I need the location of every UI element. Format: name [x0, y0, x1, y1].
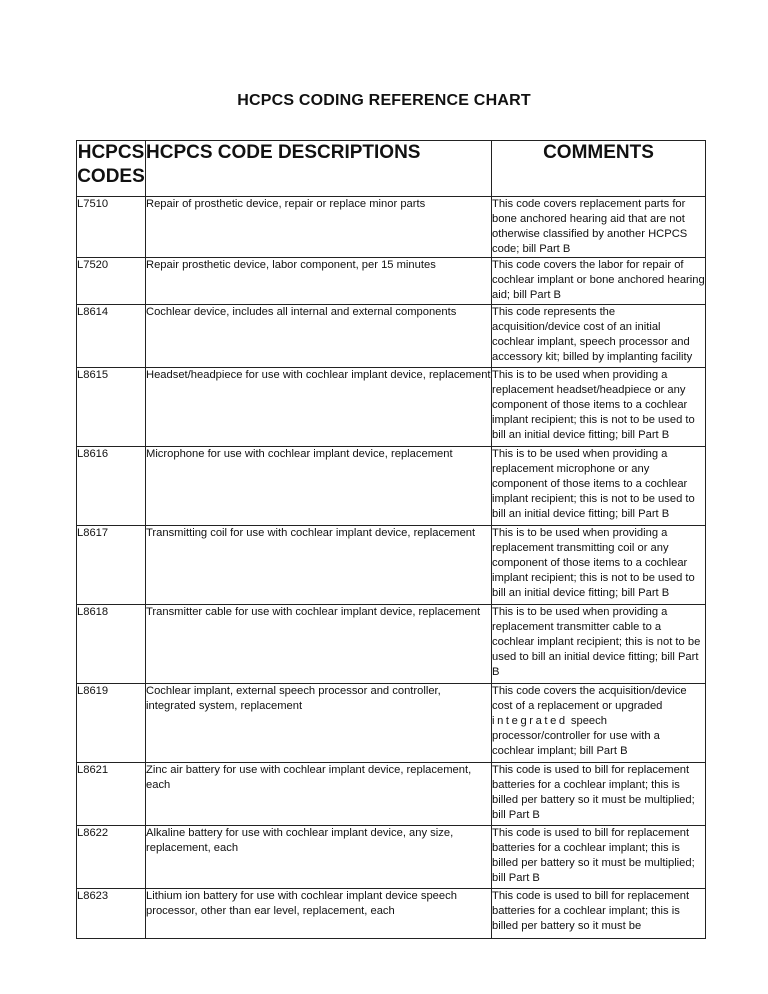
row-description: Cochlear device, includes all internal and external components — [146, 305, 492, 368]
row-code: L8622 — [77, 826, 146, 889]
row-code: L7520 — [77, 258, 146, 305]
row-description: Lithium ion battery for use with cochlear implant device speech processor, other than ear level, replacement, each — [146, 889, 492, 939]
row-comment: This is to be used when providing a replacement headset/headpiece or any component of those items to a cochlear implant recipient; this is not to be used to bill an initial device fitting; bill Part B — [492, 368, 706, 447]
row-comment: This is to be used when providing a replacement transmitting coil or any component of those items to a cochlear implant recipient; this is not to be used to bill an initial device fitting; bill Part B — [492, 526, 706, 605]
row-code: L8616 — [77, 447, 146, 526]
table-row — [77, 305, 706, 368]
row-comment: This code covers replacement parts for bone anchored hearing aid that are not otherwise classified by another HCPCS code; bill Part B — [492, 197, 706, 258]
row-code: L8621 — [77, 763, 146, 826]
comment-text-after: speech processor/controller for use with a cochlear implant; bill Part B — [492, 715, 660, 757]
hcpcs-reference-table — [76, 140, 706, 939]
row-comment: This code is used to bill for replacement batteries for a cochlear implant; this is billed per battery so it must be — [492, 889, 706, 939]
row-code: L8619 — [77, 684, 146, 763]
row-comment — [492, 684, 706, 763]
table-row — [77, 605, 706, 684]
page-title: HCPCS CODING REFERENCE CHART — [237, 92, 531, 109]
row-description: Microphone for use with cochlear implant device, replacement — [146, 447, 492, 526]
row-code: L8618 — [77, 605, 146, 684]
table-row — [77, 763, 706, 826]
comment-text-before: This code covers the acquisition/device cost of a replacement or upgraded — [492, 685, 687, 712]
row-comment: This is to be used when providing a replacement microphone or any component of those items to a cochlear implant recipient; this is not to be used to bill an initial device fitting; bill Part B — [492, 447, 706, 526]
header-comments: COMMENTS — [492, 141, 706, 197]
header-code-descriptions: HCPCS CODE DESCRIPTIONS — [146, 141, 492, 197]
row-comment: This code is used to bill for replacement batteries for a cochlear implant; this is billed per battery so it must be multiplied; bill Part B — [492, 826, 706, 889]
table-row — [77, 197, 706, 258]
table-row — [77, 826, 706, 889]
row-comment: This code represents the acquisition/device cost of an initial cochlear implant, speech processor and accessory kit; billed by implanting facility — [492, 305, 706, 368]
row-code: L7510 — [77, 197, 146, 258]
header-codes-line1: HCPCS — [77, 142, 145, 163]
table-row — [77, 368, 706, 447]
row-comment: This code is used to bill for replacement batteries for a cochlear implant; this is billed per battery so it must be multiplied; bill Part B — [492, 763, 706, 826]
row-description: Alkaline battery for use with cochlear implant device, any size, replacement, each — [146, 826, 492, 889]
table-row — [77, 447, 706, 526]
row-description: Headset/headpiece for use with cochlear implant device, replacement — [146, 368, 492, 447]
row-comment: This code covers the labor for repair of cochlear implant or bone anchored hearing aid; bill Part B — [492, 258, 706, 305]
row-code: L8615 — [77, 368, 146, 447]
row-description: Repair prosthetic device, labor component, per 15 minutes — [146, 258, 492, 305]
header-hcpcs-codes — [77, 141, 146, 197]
comment-text-spaced: integrated — [492, 715, 568, 727]
table-row — [77, 889, 706, 939]
row-description: Transmitting coil for use with cochlear implant device, replacement — [146, 526, 492, 605]
row-code: L8614 — [77, 305, 146, 368]
table-row — [77, 526, 706, 605]
row-code: L8623 — [77, 889, 146, 939]
table-header-row — [77, 141, 706, 197]
row-comment: This is to be used when providing a replacement transmitter cable to a cochlear implant recipient; this is not to be used to bill an initial device fitting; bill Part B — [492, 605, 706, 684]
row-description: Repair of prosthetic device, repair or replace minor parts — [146, 197, 492, 258]
row-code: L8617 — [77, 526, 146, 605]
table-row — [77, 684, 706, 763]
row-description: Cochlear implant, external speech processor and controller, integrated system, replacement — [146, 684, 492, 763]
table-row — [77, 258, 706, 305]
row-description: Zinc air battery for use with cochlear implant device, replacement, each — [146, 763, 492, 826]
row-description: Transmitter cable for use with cochlear implant device, replacement — [146, 605, 492, 684]
header-codes-line2: CODES — [77, 166, 145, 187]
